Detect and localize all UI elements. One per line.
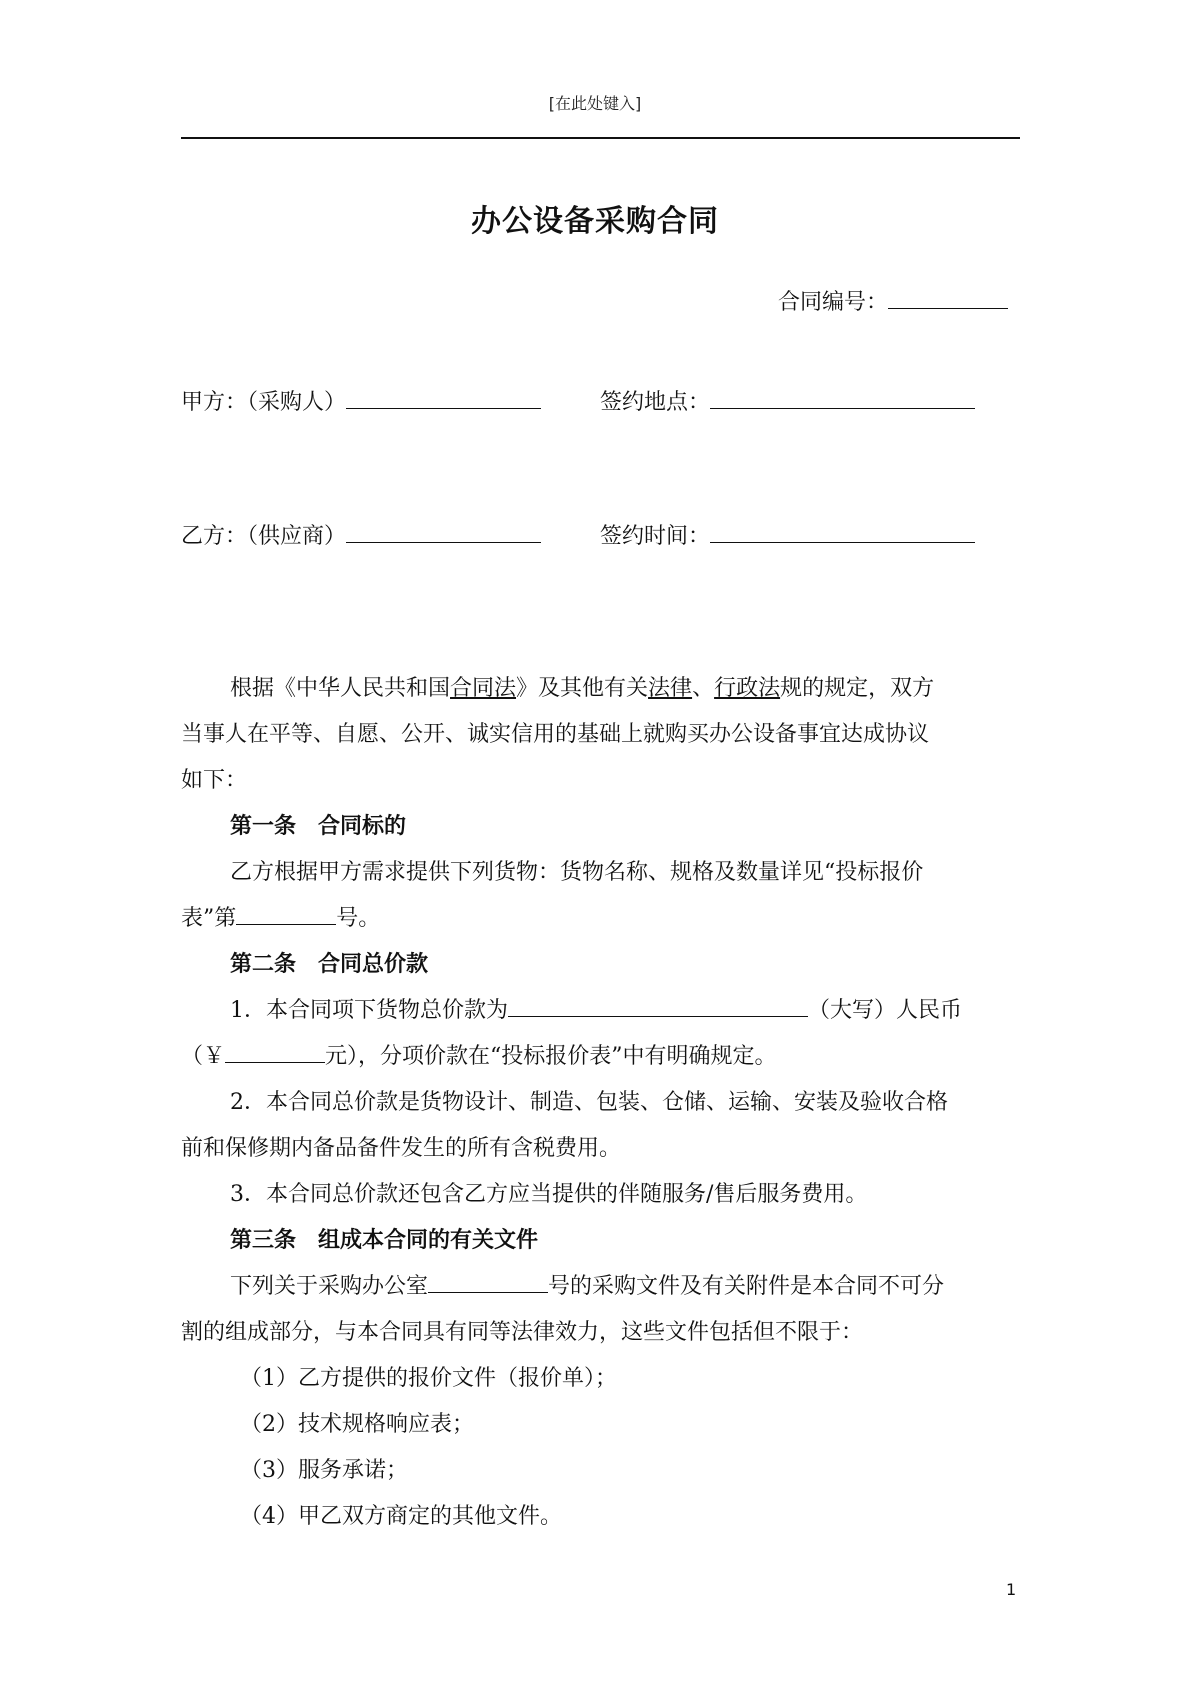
list-item: （2）技术规格响应表； (240, 1412, 474, 1437)
list-item: （4）甲乙双方商定的其他文件。 (240, 1504, 562, 1529)
signing-place-label: 签约地点： (600, 390, 711, 415)
signing-time-blank[interactable] (710, 520, 975, 543)
article-2-text: （大写）人民币 (808, 998, 963, 1023)
article-1-heading: 第一条 合同标的 (230, 814, 407, 839)
article-3-line-2: 割的组成部分，与本合同具有同等法律效力，这些文件包括但不限于： (181, 1320, 864, 1345)
party-b-label: 乙方：（供应商） (181, 524, 347, 549)
article-2-heading: 第二条 合同总价款 (230, 952, 429, 977)
signing-place-line (600, 385, 975, 416)
contract-law-link[interactable]: 合同法 (450, 676, 517, 701)
article-2-item-1-line-2 (181, 1039, 777, 1070)
list-item: （3）服务承诺； (240, 1458, 408, 1483)
contract-number-label: 合同编号： (778, 290, 889, 315)
article-3-line-1 (230, 1269, 944, 1300)
article-2-text: （￥ (181, 1044, 226, 1069)
article-3-text: 号的采购文件及有关附件是本合同不可分 (548, 1274, 945, 1299)
administrative-law-link[interactable]: 行政法 (714, 676, 781, 701)
article-1-text: 号。 (336, 906, 381, 931)
preamble-line-3: 如下： (181, 768, 248, 793)
signing-place-blank[interactable] (710, 386, 975, 409)
header-divider (181, 137, 1020, 139)
article-2-text: 元），分项价款在“投标报价表”中有明确规定。 (325, 1044, 777, 1069)
article-1-line-2 (181, 901, 380, 932)
party-b-line (181, 519, 541, 550)
preamble-text: 、 (692, 676, 715, 701)
party-b-blank[interactable] (346, 520, 541, 543)
article-3-heading: 第三条 组成本合同的有关文件 (230, 1228, 539, 1253)
preamble-line-2: 当事人在平等、自愿、公开、诚实信用的基础上就购买办公设备事宜达成协议 (181, 722, 930, 747)
document-title: 办公设备采购合同 (471, 204, 719, 239)
article-1-text: 表”第 (181, 906, 237, 931)
party-a-blank[interactable] (346, 386, 541, 409)
total-price-blank[interactable] (508, 994, 808, 1017)
article-2-item-2-line-2: 前和保修期内备品备件发生的所有含税费用。 (181, 1136, 622, 1161)
party-a-line (181, 385, 541, 416)
article-1-line-1: 乙方根据甲方需求提供下列货物：货物名称、规格及数量详见“投标报价 (230, 860, 924, 885)
list-item: （1）乙方提供的报价文件（报价单）； (240, 1366, 617, 1391)
quote-table-number-blank[interactable] (236, 902, 336, 925)
preamble-text: 》及其他有关 (516, 676, 649, 701)
article-2-item-1-line-1 (230, 993, 962, 1024)
article-3-text: 下列关于采购办公室 (230, 1274, 429, 1299)
preamble-text: 根据《中华人民共和国 (230, 676, 451, 701)
page-number: 1 (1006, 1580, 1017, 1599)
contract-number-blank[interactable] (888, 286, 1008, 309)
signing-time-label: 签约时间： (600, 524, 711, 549)
article-2-text: 1．本合同项下货物总价款为 (230, 998, 508, 1023)
procurement-number-blank[interactable] (428, 1270, 548, 1293)
law-link[interactable]: 法律 (648, 676, 693, 701)
page-header[interactable]: [在此处键入] (548, 94, 642, 113)
preamble-line-1 (230, 671, 934, 702)
amount-yuan-blank[interactable] (225, 1040, 325, 1063)
party-a-label: 甲方：（采购人） (181, 390, 347, 415)
article-2-item-2-line-1: 2．本合同总价款是货物设计、制造、包装、仓储、运输、安装及验收合格 (230, 1090, 948, 1115)
contract-number-line (778, 285, 1008, 316)
article-2-item-3: 3．本合同总价款还包含乙方应当提供的伴随服务/售后服务费用。 (230, 1182, 868, 1207)
preamble-text: 规的规定，双方 (780, 676, 935, 701)
signing-time-line (600, 519, 975, 550)
